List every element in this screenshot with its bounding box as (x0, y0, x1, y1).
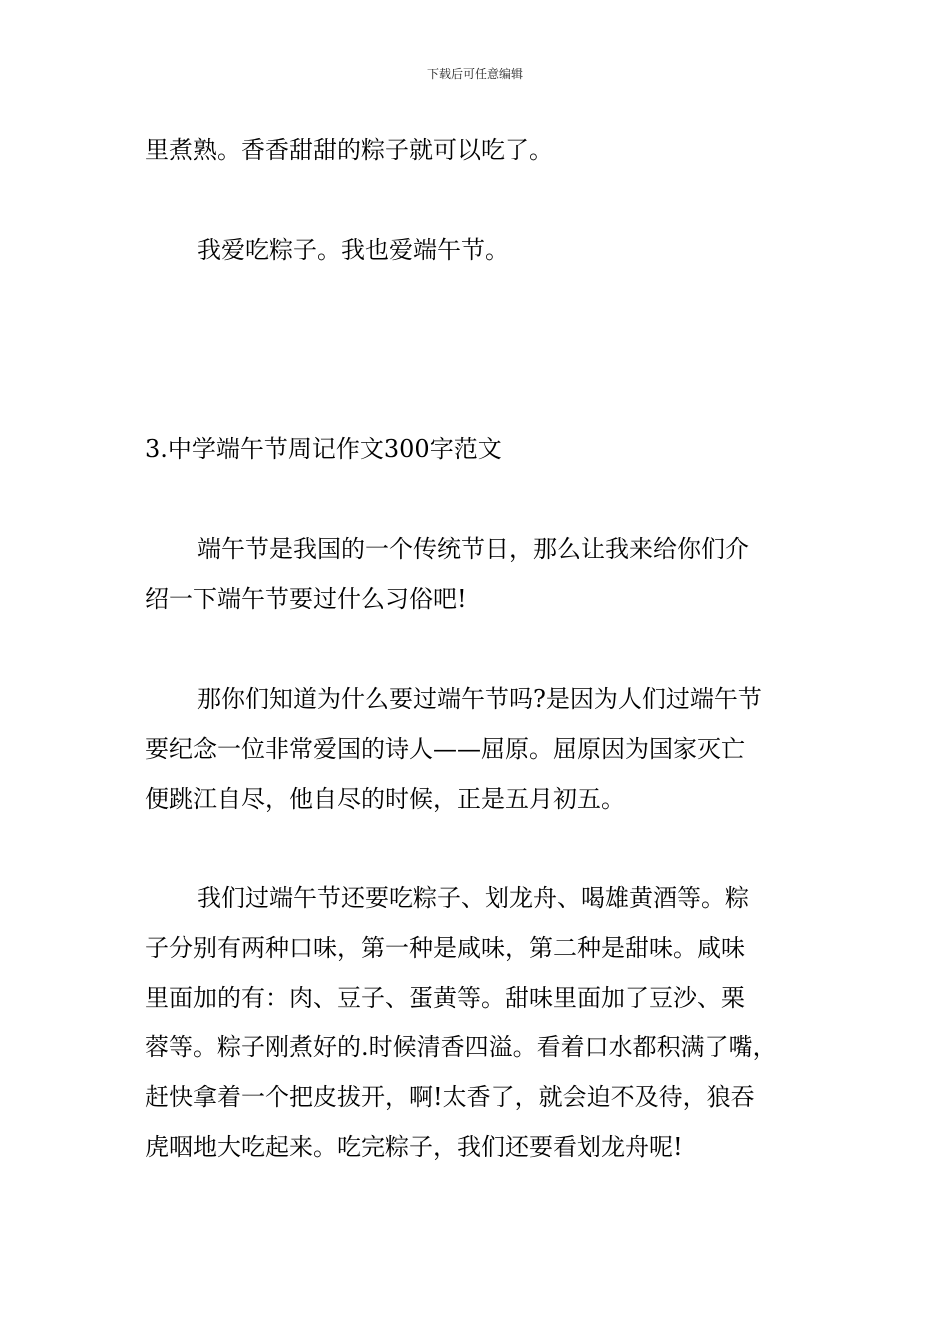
paragraph-line: 蓉等。粽子刚煮好的.时候清香四溢。看着口水都积满了嘴， (145, 1033, 777, 1061)
paragraph-line: 里煮熟。香香甜甜的粽子就可以吃了。 (145, 136, 553, 164)
paragraph-line: 我爱吃粽子。我也爱端午节。 (197, 236, 509, 264)
paragraph-line: 那你们知道为什么要过端午节吗?是因为人们过端午节 (197, 685, 762, 713)
paragraph-line: 要纪念一位非常爱国的诗人——屈原。屈原因为国家灭亡 (145, 735, 745, 763)
paragraph-line: 我们过端午节还要吃粽子、划龙舟、喝雄黄酒等。粽 (197, 884, 749, 912)
paragraph-line: 端午节是我国的一个传统节日，那么让我来给你们介 (197, 535, 749, 563)
paragraph-line: 虎咽地大吃起来。吃完粽子，我们还要看划龙舟呢! (145, 1133, 683, 1161)
paragraph-line: 赶快拿着一个把皮拔开，啊!太香了，就会迫不及待，狼吞 (145, 1083, 755, 1111)
paragraph-line: 里面加的有：肉、豆子、蛋黄等。甜味里面加了豆沙、栗 (145, 984, 745, 1012)
paragraph-line: 绍一下端午节要过什么习俗吧! (145, 585, 467, 613)
section-heading: 3.中学端午节周记作文300字范文 (145, 435, 502, 463)
page-header: 下载后可任意编辑 (426, 67, 523, 81)
paragraph-line: 子分别有两种口味，第一种是咸味，第二种是甜味。咸味 (145, 934, 745, 962)
paragraph-line: 便跳江自尽，他自尽的时候，正是五月初五。 (145, 785, 625, 813)
